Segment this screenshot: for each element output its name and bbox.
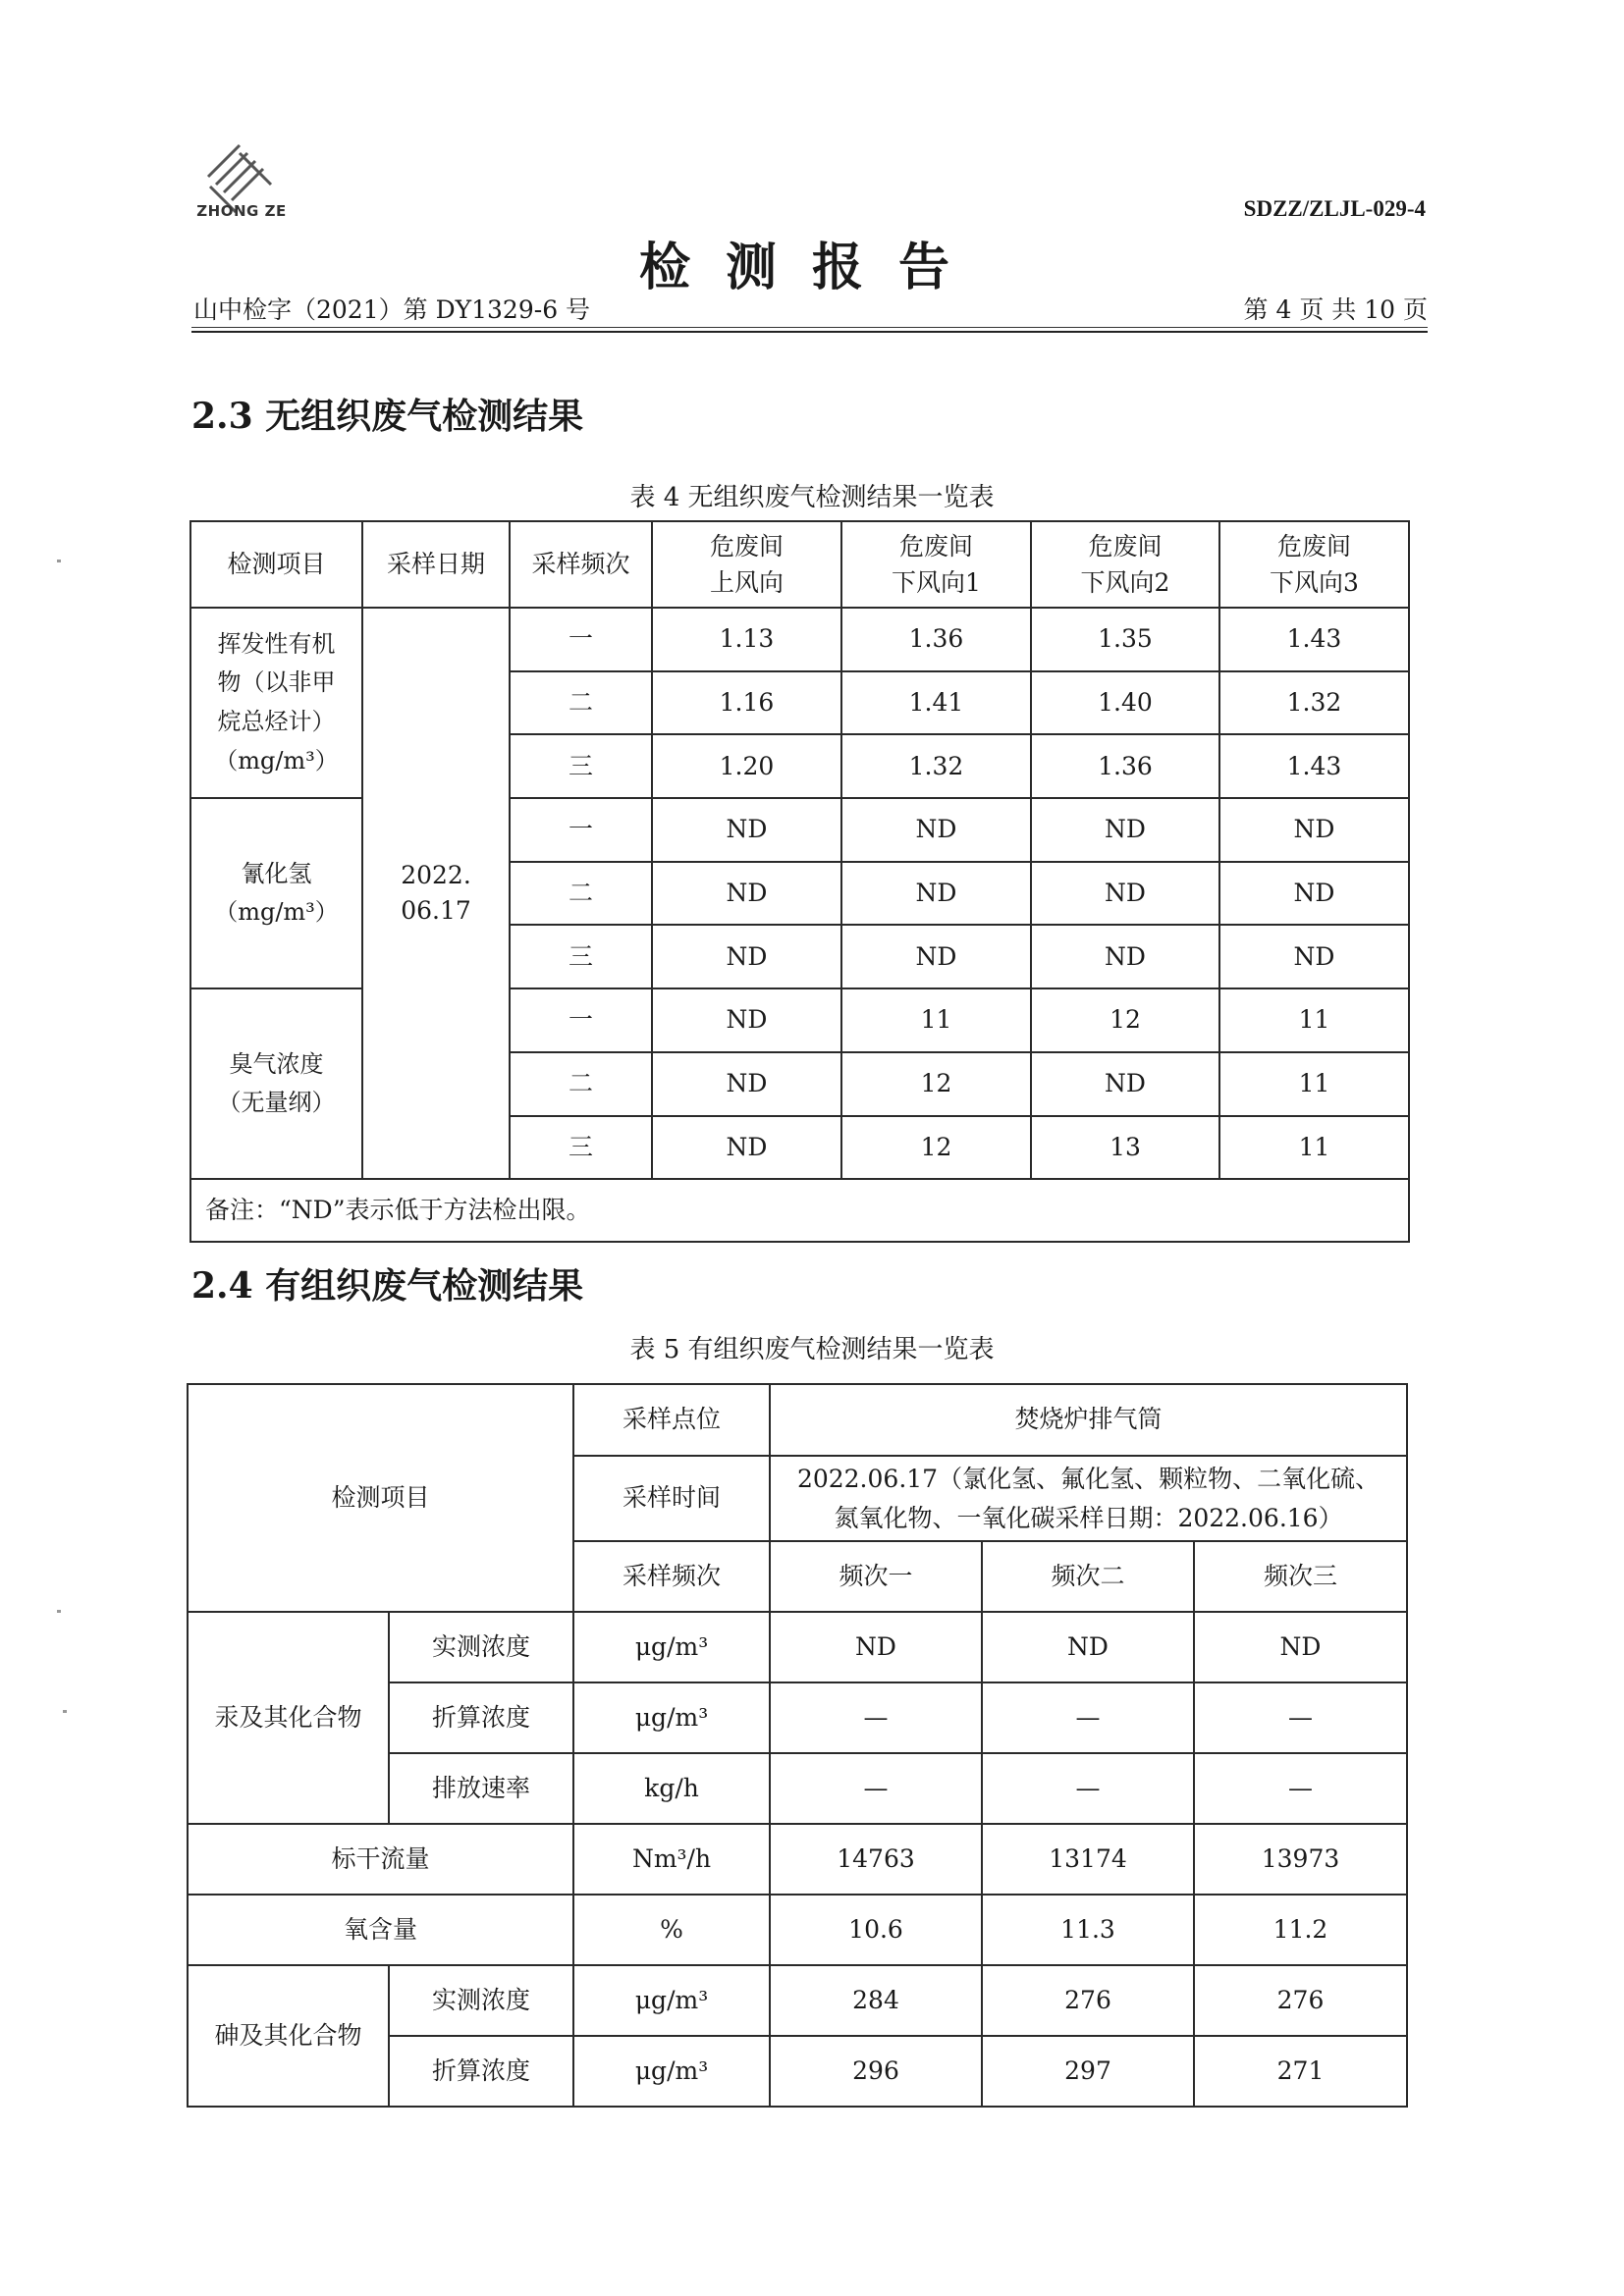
- measurement-value: 14763: [770, 1824, 982, 1895]
- sampling-date: 2022. 06.17: [362, 608, 510, 1179]
- page-title: 检测报告: [638, 238, 985, 297]
- unit: %: [573, 1895, 770, 1965]
- measurement-value: 13174: [982, 1824, 1194, 1895]
- scan-mark: [57, 560, 61, 562]
- table-4-caption: 表 4 无组织废气检测结果一览表: [629, 483, 995, 512]
- table-4-column-header: 危废间 下风向3: [1219, 521, 1409, 608]
- measurement-value: 11.2: [1194, 1895, 1407, 1965]
- measurement-value: 12: [841, 1116, 1031, 1180]
- measurement-value: ND: [1219, 925, 1409, 988]
- header-divider-thick: [191, 331, 1428, 333]
- sampling-frequency: 二: [510, 671, 652, 735]
- pollutant-name: 氰化氢 （mg/m³）: [190, 798, 362, 988]
- measurement-value: —: [982, 1753, 1194, 1824]
- scan-mark: [57, 1610, 61, 1613]
- measurement-value: 1.36: [841, 608, 1031, 671]
- measurement-value: 1.40: [1031, 671, 1219, 735]
- measurement-value: 276: [982, 1965, 1194, 2036]
- measurement-value: 1.32: [841, 734, 1031, 798]
- measurement-value: 11: [1219, 988, 1409, 1052]
- measurement-value: 1.41: [841, 671, 1031, 735]
- measurement-value: 1.43: [1219, 734, 1409, 798]
- sampling-frequency: 一: [510, 988, 652, 1052]
- parameter-label: 实测浓度: [389, 1965, 573, 2036]
- unit: μg/m³: [573, 2036, 770, 2107]
- table-4-note: 备注：“ND”表示低于方法检出限。: [190, 1179, 1409, 1242]
- measurement-value: ND: [652, 925, 841, 988]
- measurement-value: ND: [841, 925, 1031, 988]
- measurement-value: ND: [841, 798, 1031, 862]
- measurement-value: ND: [652, 988, 841, 1052]
- pollutant-name: 臭气浓度 （无量纲）: [190, 988, 362, 1179]
- page-number: 第 4 页 共 10 页: [1243, 295, 1428, 324]
- measurement-value: —: [1194, 1753, 1407, 1824]
- section-heading-2-4: 2.4 有组织废气检测结果: [191, 1265, 584, 1307]
- sampling-frequency-label: 采样频次: [573, 1541, 770, 1612]
- flow-label: 标干流量: [188, 1824, 573, 1895]
- table-4-column-header: 危废间 下风向2: [1031, 521, 1219, 608]
- measurement-value: 1.13: [652, 608, 841, 671]
- measurement-value: ND: [982, 1612, 1194, 1682]
- unit: kg/h: [573, 1753, 770, 1824]
- sampling-frequency: 二: [510, 862, 652, 926]
- measurement-value: 296: [770, 2036, 982, 2107]
- sampling-frequency: 三: [510, 1116, 652, 1180]
- report-number: 山中检字（2021）第 DY1329-6 号: [193, 295, 591, 324]
- measurement-value: 297: [982, 2036, 1194, 2107]
- sampling-point-label: 采样点位: [573, 1384, 770, 1456]
- table-5-caption: 表 5 有组织废气检测结果一览表: [629, 1335, 995, 1364]
- table-4-fugitive-emissions: [189, 520, 1410, 1243]
- measurement-value: ND: [652, 1116, 841, 1180]
- measurement-value: —: [1194, 1682, 1407, 1753]
- measurement-value: ND: [1194, 1612, 1407, 1682]
- mercury-name: 汞及其化合物: [188, 1612, 389, 1824]
- unit: μg/m³: [573, 1682, 770, 1753]
- measurement-value: ND: [1031, 862, 1219, 926]
- table-4-column-header: 采样频次: [510, 521, 652, 608]
- measurement-value: 1.16: [652, 671, 841, 735]
- measurement-value: 10.6: [770, 1895, 982, 1965]
- measurement-value: 1.36: [1031, 734, 1219, 798]
- parameter-label: 实测浓度: [389, 1612, 573, 1682]
- table-4-column-header: 采样日期: [362, 521, 510, 608]
- table-4-column-header: 危废间 上风向: [652, 521, 841, 608]
- measurement-value: 1.43: [1219, 608, 1409, 671]
- table-4-column-header: 危废间 下风向1: [841, 521, 1031, 608]
- document-code: SDZZ/ZLJL-029-4: [1243, 196, 1426, 221]
- sampling-point-value: 焚烧炉排气筒: [770, 1384, 1407, 1456]
- measurement-value: —: [982, 1682, 1194, 1753]
- unit: μg/m³: [573, 1612, 770, 1682]
- measurement-value: 13: [1031, 1116, 1219, 1180]
- frequency-header: 频次三: [1194, 1541, 1407, 1612]
- unit: μg/m³: [573, 1965, 770, 2036]
- measurement-value: 11.3: [982, 1895, 1194, 1965]
- measurement-value: 1.20: [652, 734, 841, 798]
- detection-item-header: 检测项目: [188, 1384, 573, 1612]
- measurement-value: ND: [1031, 925, 1219, 988]
- measurement-value: ND: [1219, 798, 1409, 862]
- sampling-frequency: 一: [510, 608, 652, 671]
- measurement-value: 271: [1194, 2036, 1407, 2107]
- measurement-value: ND: [1031, 1052, 1219, 1116]
- measurement-value: —: [770, 1682, 982, 1753]
- measurement-value: 11: [841, 988, 1031, 1052]
- unit: Nm³/h: [573, 1824, 770, 1895]
- table-5-organized-emissions: [187, 1383, 1408, 2108]
- frequency-header: 频次二: [982, 1541, 1194, 1612]
- measurement-value: 12: [1031, 988, 1219, 1052]
- sampling-time-value: 2022.06.17（氯化氢、氟化氢、颗粒物、二氧化硫、 氮氧化物、一氧化碳采样日期：2022.06.16）: [770, 1456, 1407, 1541]
- measurement-value: 12: [841, 1052, 1031, 1116]
- measurement-value: ND: [652, 1052, 841, 1116]
- parameter-label: 折算浓度: [389, 1682, 573, 1753]
- measurement-value: ND: [1219, 862, 1409, 926]
- measurement-value: ND: [652, 862, 841, 926]
- arsenic-name: 砷及其化合物: [188, 1965, 389, 2107]
- measurement-value: 1.35: [1031, 608, 1219, 671]
- sampling-frequency: 三: [510, 925, 652, 988]
- sampling-frequency: 二: [510, 1052, 652, 1116]
- measurement-value: 276: [1194, 1965, 1407, 2036]
- measurement-value: 11: [1219, 1052, 1409, 1116]
- header-divider: [191, 327, 1428, 328]
- measurement-value: 13973: [1194, 1824, 1407, 1895]
- sampling-time-label: 采样时间: [573, 1456, 770, 1541]
- table-4-column-header: 检测项目: [190, 521, 362, 608]
- scan-mark: [63, 1710, 67, 1713]
- measurement-value: —: [770, 1753, 982, 1824]
- pollutant-name: 挥发性有机 物（以非甲 烷总烃计） （mg/m³）: [190, 608, 362, 798]
- sampling-frequency: 一: [510, 798, 652, 862]
- parameter-label: 折算浓度: [389, 2036, 573, 2107]
- measurement-value: ND: [1031, 798, 1219, 862]
- frequency-header: 频次一: [770, 1541, 982, 1612]
- measurement-value: 284: [770, 1965, 982, 2036]
- logo-text: ZHONG ZE: [196, 202, 287, 220]
- section-heading-2-3: 2.3 无组织废气检测结果: [191, 396, 584, 437]
- parameter-label: 排放速率: [389, 1753, 573, 1824]
- measurement-value: ND: [841, 862, 1031, 926]
- measurement-value: ND: [652, 798, 841, 862]
- sampling-frequency: 三: [510, 734, 652, 798]
- oxygen-label: 氧含量: [188, 1895, 573, 1965]
- measurement-value: 11: [1219, 1116, 1409, 1180]
- measurement-value: ND: [770, 1612, 982, 1682]
- measurement-value: 1.32: [1219, 671, 1409, 735]
